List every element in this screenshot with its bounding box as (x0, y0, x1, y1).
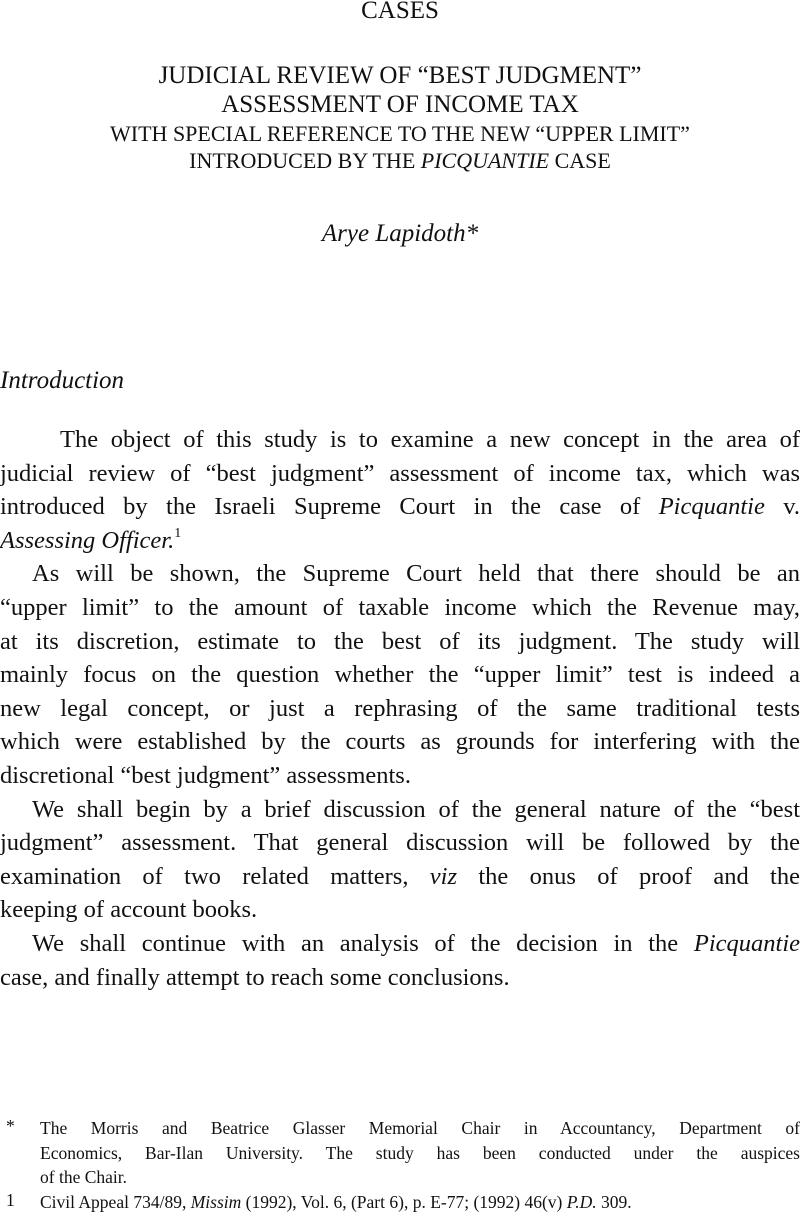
title-line-2: ASSESSMENT OF INCOME TAX (221, 91, 579, 118)
author: Arye Lapidoth* (321, 220, 479, 247)
section-heading: CASES (361, 0, 439, 24)
text-segment: We shall begin by a brief discussion of the general nature of the “best (32, 795, 800, 823)
text-segment: the onus of proof and the (457, 862, 800, 890)
text-segment: The Morris and Beatrice Glasser Memorial Chair in Accountancy, Department of (40, 1118, 800, 1138)
text-segment: of the Chair. (40, 1167, 127, 1187)
footnotes (0, 1116, 800, 1214)
footnote-line (40, 1141, 800, 1166)
text-segment: mainly focus on the question whether the “upper limit” test is indeed a (0, 661, 800, 689)
section-heading-introduction: Introduction (0, 367, 125, 394)
paragraph (0, 557, 800, 792)
text-segment: which were established by the courts as grounds for interfering with the (0, 728, 800, 756)
text-line (0, 423, 800, 457)
footnote (0, 1116, 800, 1190)
text-segment: 309. (596, 1191, 632, 1212)
text-line (0, 793, 800, 827)
text-line (0, 893, 800, 927)
text-segment: v. (764, 493, 800, 521)
text-segment: viz (429, 862, 458, 890)
subtitle-line-2 (0, 148, 800, 174)
text-line (0, 557, 800, 591)
text-segment: Picquantie (693, 929, 800, 957)
text-segment: Economics, Bar-Ilan University. The study has been conducted under the auspices (40, 1142, 800, 1163)
subtitle-text: INTRODUCED BY THE (189, 148, 421, 173)
text-segment: Civil Appeal 734/89, (40, 1191, 191, 1212)
text-line (0, 490, 800, 524)
subtitle-text: CASE (549, 148, 611, 173)
text-line (0, 860, 800, 894)
footnote-line (40, 1165, 800, 1190)
text-segment: judicial review of “best judgment” assessment of income tax, which was (0, 459, 800, 487)
text-segment: (1992), Vol. 6, (Part 6), p. E-77; (1992) 46(v) (241, 1191, 567, 1212)
text-line (0, 658, 800, 692)
text-line (0, 524, 800, 558)
text-segment: examination of two related matters, (0, 862, 430, 890)
case-name: PICQUANTIE (420, 148, 550, 173)
text-segment: at its discretion, estimate to the best of its judgment. The study will (0, 627, 800, 655)
footnote-line (40, 1190, 800, 1215)
paragraph (0, 793, 800, 927)
footnote-line (40, 1116, 800, 1141)
text-segment: discretional “best judgment” assessments. (0, 761, 411, 789)
text-segment: As will be shown, the Supreme Court held that there should be an (32, 560, 800, 588)
paragraph (0, 423, 800, 557)
footnote (0, 1190, 800, 1215)
text-segment: keeping of account books. (0, 896, 258, 924)
text-line (0, 826, 800, 860)
text-line (0, 927, 800, 961)
text-line (0, 961, 800, 995)
text-segment: judgment” assessment. That general discussion will be followed by the (0, 829, 800, 857)
text-segment: case, and finally attempt to reach some conclusions. (0, 963, 510, 991)
title-line-1: JUDICIAL REVIEW OF “BEST JUDGMENT” (158, 62, 642, 89)
text-line (0, 591, 800, 625)
text-segment: introduced by the Israeli Supreme Court in the case of (0, 493, 659, 521)
footnote-mark: 1 (6, 1189, 15, 1210)
text-line (0, 759, 800, 793)
text-segment: Picquantie (658, 493, 765, 521)
text-line (0, 457, 800, 491)
text-line (0, 625, 800, 659)
text-segment: Assessing Officer. (0, 526, 175, 554)
paragraph (0, 927, 800, 994)
body-text (0, 423, 800, 994)
footnote-ref[interactable]: 1 (174, 525, 182, 541)
text-segment: “upper limit” to the amount of taxable income which the Revenue may, (0, 593, 800, 621)
subtitle-line-1: WITH SPECIAL REFERENCE TO THE NEW “UPPER LIMIT” (110, 121, 690, 146)
text-segment: The object of this study is to examine a new concept in the area of (60, 426, 800, 453)
text-line (0, 692, 800, 726)
text-segment: We shall continue with an analysis of the decision in the (32, 929, 694, 957)
footnote-mark: * (6, 1116, 15, 1136)
text-segment: P.D. (566, 1191, 597, 1212)
text-line (0, 725, 800, 759)
text-segment: Missim (190, 1191, 242, 1212)
text-segment: new legal concept, or just a rephrasing of the same traditional tests (0, 694, 800, 722)
